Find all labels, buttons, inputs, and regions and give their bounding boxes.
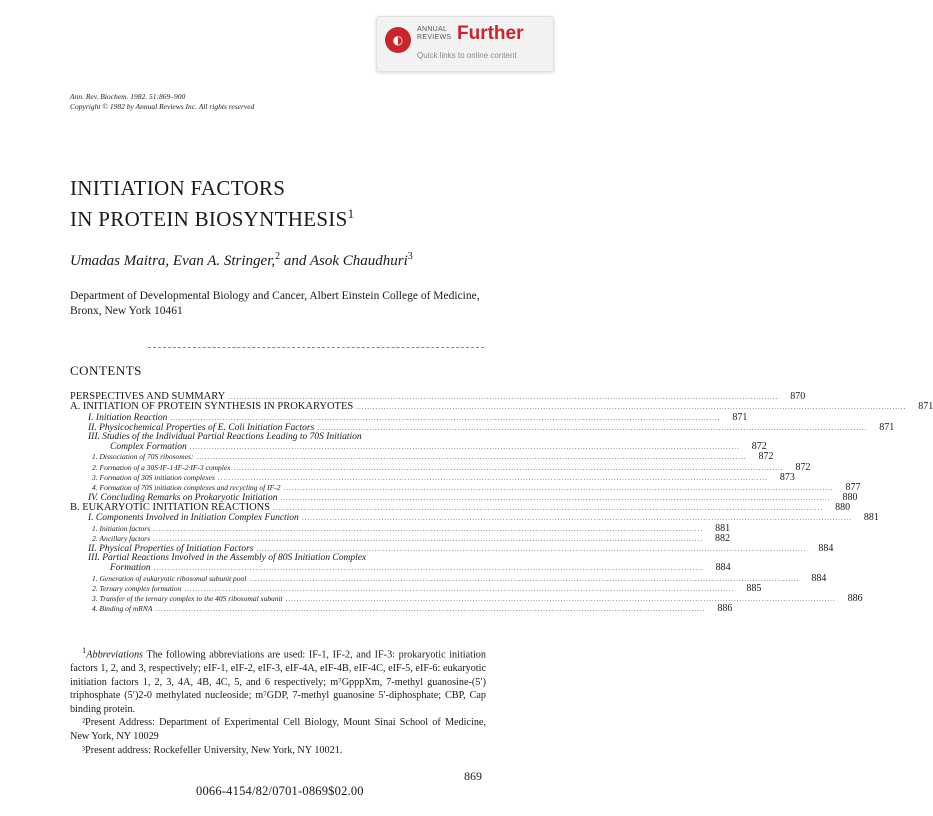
copyright-line: Copyright © 1982 by Annual Reviews Inc. All rights reserved	[70, 102, 255, 111]
toc-entry	[70, 441, 767, 453]
toc-entry-page: 884	[818, 543, 834, 554]
toc-leader-dots: ........................................................................................................................................................................................................	[273, 504, 824, 513]
toc-leader-dots: ........................................................................................................................................................................................................	[196, 453, 747, 462]
toc-entry-title: 1. Initiation factors	[92, 523, 151, 533]
toc-leader-dots: ........................................................................................................................................................................................................	[152, 534, 703, 543]
toc-entry	[70, 451, 774, 463]
toc-leader-dots: ........................................................................................................................................................................................................	[189, 443, 740, 452]
toc-leader-dots: ........................................................................................................................................................................................................	[283, 483, 834, 492]
toc-leader-dots: ........................................................................................................................................................................................................	[356, 403, 907, 412]
footnote-1-label: Abbreviations	[86, 649, 144, 661]
journal-citation: Ann. Rev. Biochem. 1982. 51:869–900	[70, 92, 186, 101]
table-of-contents	[70, 391, 933, 615]
toc-entry-title: II. Physicochemical Properties of E. Coli Initiation Factors	[88, 422, 315, 433]
title-footnote-mark: 1	[347, 206, 355, 221]
authors	[70, 251, 413, 270]
toc-entry-title: 4. Binding of mRNA	[92, 604, 153, 614]
toc-entry	[70, 572, 827, 584]
toc-entry-page: 871	[918, 401, 933, 413]
author-mark-3: 3	[407, 251, 413, 262]
toc-entry-title: 3. Transfer of the ternary complex to the 40S ribosomal subunit	[92, 593, 283, 603]
brand-line-1: ANNUAL	[417, 26, 448, 33]
toc-entry-title: III. Studies of the Individual Partial Reactions Leading to 70S Initiation	[88, 431, 362, 442]
toc-entry-page: 882	[714, 532, 730, 544]
toc-entry	[70, 532, 730, 544]
further-banner[interactable]	[376, 16, 554, 72]
toc-leader-dots: ........................................................................................................................................................................................................	[301, 514, 852, 523]
toc-entry-title: 3. Formation of 30S initiation complexes	[92, 472, 215, 482]
footnote-3: ³Present address: Rockefeller University, New York, NY 10021.	[82, 744, 343, 756]
title-line-1: INITIATION FACTORS	[70, 176, 286, 200]
toc-entry-page: 873	[779, 471, 795, 483]
toc-entry	[70, 512, 879, 524]
toc-entry	[70, 401, 933, 413]
toc-entry-title: 1. Dissociation of 70S ribosomes:	[92, 452, 194, 462]
contents-heading: CONTENTS	[70, 363, 142, 378]
toc-entry-page: 871	[732, 411, 748, 423]
author-mark-2: 2	[275, 251, 281, 262]
toc-entry-title: I. Initiation Reaction	[88, 412, 168, 423]
toc-leader-dots: ........................................................................................................................................................................................................	[249, 574, 800, 583]
toc-entry-page: 881	[715, 522, 731, 534]
toc-leader-dots: ........................................................................................................................................................................................................	[317, 423, 868, 432]
toc-entry-title: I. Components Involved in Initiation Complex Function	[88, 513, 299, 524]
toc-entry-title: B. EUKARYOTIC INITIATION REACTIONS	[70, 502, 271, 514]
toc-leader-dots: ........................................................................................................................................................................................................	[285, 594, 836, 603]
toc-entry	[70, 522, 731, 534]
toc-entry-page: 886	[717, 603, 733, 615]
page-number: 869	[464, 769, 482, 783]
toc-leader-dots: ........................................................................................................................................................................................................	[153, 524, 704, 533]
toc-entry	[70, 433, 486, 442]
toc-entry-page: 886	[847, 592, 863, 604]
annual-reviews-logo-icon: ◐	[385, 27, 411, 53]
footnote-1-text: The following abbreviations are used: IF-1, IF-2, and IF-3: prokaryotic initiation factors 1, 2, and 3, respectively; eIF-1, eIF-2, eIF-3, eIF-4A, eIF-4B, eIF-4C, eIF-5, eIF-6: eukaryotic initiation factors 1, 2, 3, 4A, 4B, 4C, 5, and 6 respectively; m⁷GpppXm, 7-methyl guanosine-(5′) triphosphate (5′)2-0 methylated nucleoside; m⁷GDP, 7-methyl guanosine 5′-diphosphate; CBP, Cap binding protein.	[70, 649, 486, 715]
toc-entry-title: Formation	[110, 563, 151, 574]
toc-entry-page: 880	[842, 492, 858, 504]
toc-leader-dots: ........................................................................................................................................................................................................	[280, 494, 831, 503]
toc-leader-dots: ........................................................................................................................................................................................................	[153, 564, 704, 573]
toc-entry-title: IV. Concluding Remarks on Prokaryotic Initiation	[88, 493, 278, 504]
quick-links-text[interactable]: Quick links to online content	[417, 51, 517, 60]
affiliation: Department of Developmental Biology and Cancer, Albert Einstein College of Medicine, Bronx, New York 10461	[70, 290, 480, 317]
toc-entry-title: 2. Formation of a 30S·IF-1·IF-2·IF-3 complex	[92, 462, 231, 472]
further-label[interactable]: Further	[457, 23, 524, 44]
toc-leader-dots: ........................................................................................................................................................................................................	[256, 545, 807, 553]
footnote-2: ²Present Address: Department of Experimental Cell Biology, Mount Sinai School of Medicine, New York, NY 10029	[70, 717, 486, 742]
toc-entry	[70, 471, 795, 483]
toc-entry	[70, 562, 731, 574]
toc-entry	[70, 603, 733, 615]
toc-entry-page: 877	[845, 481, 861, 493]
toc-entry	[70, 592, 863, 604]
toc-entry-page: 881	[863, 512, 879, 524]
toc-entry-page: 880	[835, 502, 851, 514]
toc-entry-title: 4. Formation of 70S initiation complexes and recycling of IF-2	[92, 482, 281, 492]
footnote-abbreviations	[70, 644, 486, 716]
toc-entry-title: 2. Ancillary factors	[92, 533, 150, 543]
toc-leader-dots: ........................................................................................................................................................................................................	[217, 473, 768, 482]
toc-entry-page: 885	[746, 582, 762, 594]
author-group-1: Umadas Maitra, Evan A. Stringer,	[70, 253, 276, 269]
article-code: 0066-4154/82/0701-0869$02.00	[196, 784, 364, 798]
brand-line-2: REVIEWS	[417, 34, 452, 41]
toc-entry-page: 872	[758, 451, 774, 463]
toc-entry-title: A. INITIATION OF PROTEIN SYNTHESIS IN PROKARYOTES	[70, 401, 354, 413]
toc-entry-title: II. Physical Properties of Initiation Factors	[88, 544, 254, 554]
toc-entry-page: 871	[879, 421, 895, 433]
toc-entry	[70, 582, 762, 594]
toc-entry-page: 872	[751, 441, 767, 453]
toc-leader-dots: ........................................................................................................................................................................................................	[228, 393, 779, 402]
toc-entry	[70, 461, 811, 473]
article-title	[70, 175, 354, 232]
toc-leader-dots: ........................................................................................................................................................................................................	[170, 413, 721, 422]
toc-entry-page: 884	[715, 562, 731, 574]
toc-entry-page: 870	[790, 391, 806, 403]
footnote-1-mark: 1	[82, 645, 87, 655]
toc-entry	[70, 411, 748, 423]
author-group-2: and Asok Chaudhuri	[280, 253, 408, 269]
toc-leader-dots: ........................................................................................................................................................................................................	[233, 463, 784, 472]
toc-entry-title: PERSPECTIVES AND SUMMARY	[70, 391, 226, 403]
section-divider	[148, 347, 484, 349]
toc-entry-page: 884	[811, 572, 827, 584]
toc-entry-title: 2. Ternary complex formation	[92, 583, 182, 593]
toc-entry-title: III. Partial Reactions Involved in the Assembly of 80S Initiation Complex	[88, 553, 367, 564]
footnotes	[70, 644, 486, 757]
toc-entry	[70, 502, 851, 514]
toc-entry	[70, 554, 486, 563]
title-line-2: IN PROTEIN BIOSYNTHESIS	[70, 207, 348, 231]
toc-leader-dots: ........................................................................................................................................................................................................	[184, 584, 735, 593]
annual-reviews-brand	[417, 26, 451, 42]
toc-entry-page: 872	[795, 461, 811, 473]
toc-leader-dots: ........................................................................................................................................................................................................	[155, 605, 706, 614]
toc-entry	[70, 481, 861, 493]
toc-entry-title: 1. Generation of eukaryotic ribosomal subunit pool	[92, 573, 247, 583]
toc-entry-title: Complex Formation	[110, 442, 187, 453]
